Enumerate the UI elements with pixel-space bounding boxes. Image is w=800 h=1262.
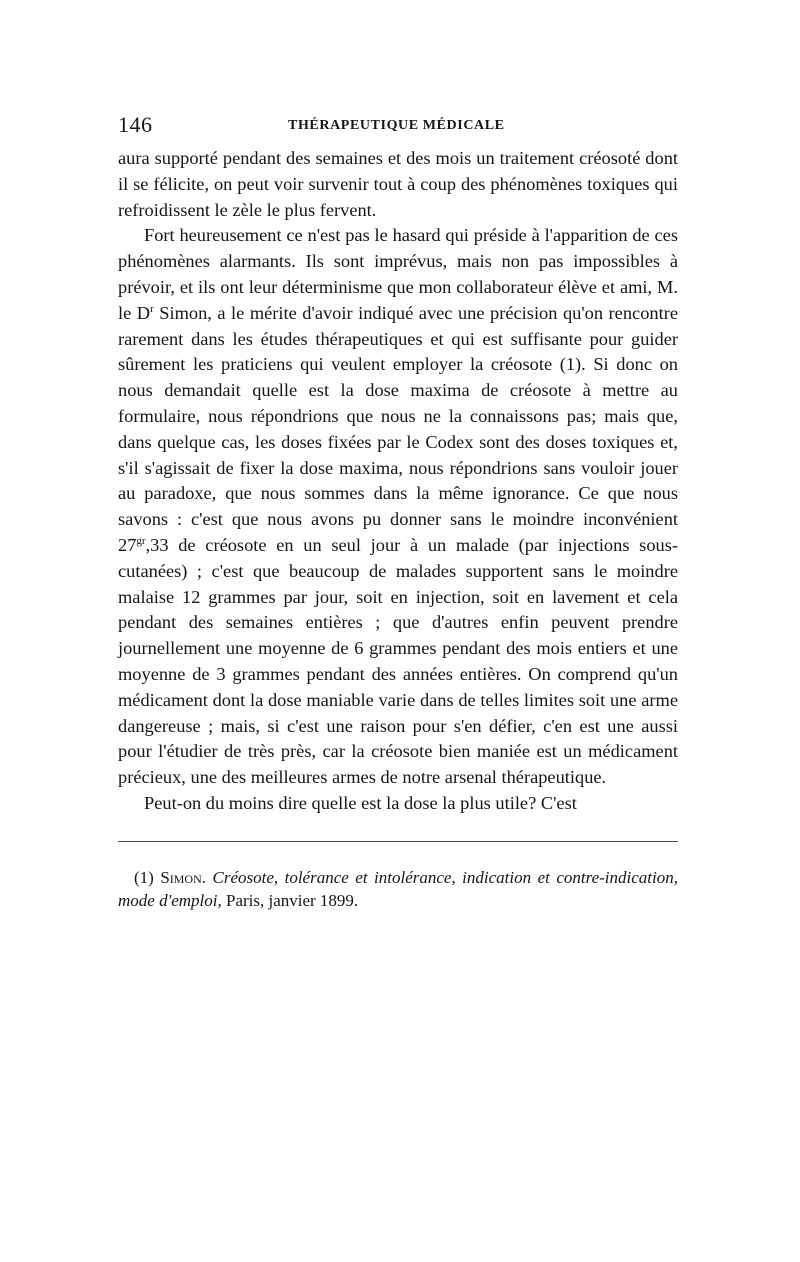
- paragraph-2-part-2: Simon, a le mérite d'avoir indiqué avec une précision qu'on rencontre rarement dans les études thérapeutiques et qui est suffisante pour guider sûrement les praticiens qui veulent employer la créosote (1). Si donc on nous demandait quelle est la dose maxima de créosote à mettre au formulaire, nous répondrions que nous ne la connaissons pas; mais que, dans quelque cas, les doses fixées par le Codex sont des doses toxiques et, s'il s'agissait de fixer la dose maxima, nous répondrions sans vouloir jouer au paradoxe, que nous sommes dans la même ignorance. Ce que nous savons : c'est que nous avons pu donner sans le moindre inconvénient 27: [118, 302, 678, 555]
- paragraph-2-part-3: ,33 de créosote en un seul jour à un malade (par injections sous-cutanées) ; c'est que beaucoup de malades supportent sans le moindre malaise 12 grammes par jour, soit en injection, soit en lavement et cela pendant des semaines entières ; que d'autres enfin peuvent prendre journellement une moyenne de 6 grammes pendant des mois entiers et une moyenne de 3 grammes pendant des années entières. On comprend qu'un médicament dont la dose maniable varie dans de telles limites soit une arme dangereuse ; mais, si c'est une raison pour s'en défier, c'en est une aussi pour l'étudier de très près, car la créosote bien maniée est un médicament précieux, une des meilleures armes de notre arsenal thérapeutique.: [118, 534, 678, 788]
- doctor-superscript: r: [150, 302, 154, 315]
- body-text: [118, 146, 678, 817]
- paragraph-2: [118, 223, 678, 791]
- footnote-marker: (1): [134, 867, 154, 887]
- book-page: [118, 112, 678, 912]
- page-number: 146: [118, 112, 153, 137]
- gram-superscript: gr: [136, 534, 146, 547]
- paragraph-2-part-1: Fort heureusement ce n'est pas le hasard qui préside à l'apparition de ces phénomènes alarmants. Ils sont imprévus, mais non pas impossibles à prévoir, et ils ont leur déterminisme que mon collaborateur élève et ami, M. le D: [118, 225, 678, 323]
- running-title: THÉRAPEUTIQUE MÉDICALE: [288, 118, 505, 133]
- running-head: [118, 112, 678, 146]
- paragraph-3: Peut-on du moins dire quelle est la dose la plus utile? C'est: [144, 792, 577, 813]
- footnote-author: Simon.: [160, 867, 207, 887]
- footnote-rule: [118, 841, 678, 842]
- paragraph-1: aura supporté pendant des semaines et des mois un traitement créosoté dont il se félicite, on peut voir survenir tout à coup des phénomènes toxiques qui refroidissent le zèle le plus fervent.: [118, 148, 678, 220]
- footnote-place-date: Paris, janvier 1899.: [225, 890, 359, 910]
- footnote-title: Créosote, tolérance et intolérance, indication et contre-indication, mode d'emploi,: [118, 867, 678, 910]
- footnote: [118, 866, 678, 912]
